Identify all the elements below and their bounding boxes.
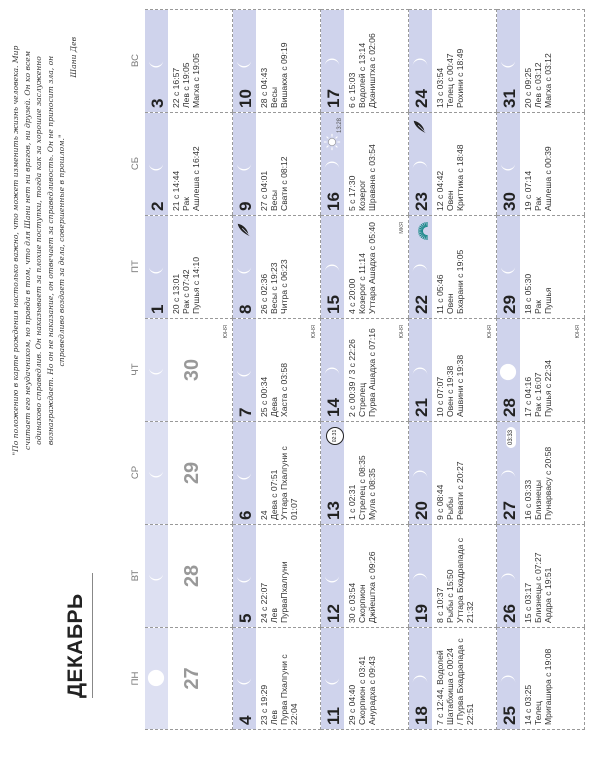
day-info [259,117,289,211]
day-info-line: 9 с 08:44 [435,484,445,520]
day-info-line: 5 с 17:30 [347,175,357,211]
day-info-line: Ашвини с 19:38 [455,354,465,417]
day-cell[interactable] [409,627,497,730]
day-number: 3 [148,98,167,108]
moon-phase-icon [235,466,253,484]
day-cell[interactable] [497,421,585,524]
day-info [523,220,553,314]
day-cell[interactable] [233,524,321,627]
day-number: 1 [148,304,167,314]
day-info [347,529,377,623]
day-info-line: Стрелец [357,382,367,417]
day-info [435,117,465,211]
day-info-line: Водолей с 13:14 [357,42,367,108]
day-number: 18 [412,706,431,725]
day-cell[interactable] [497,627,585,730]
day-info-line: Весы с 19:23 [269,262,279,314]
day-cell[interactable] [145,318,233,421]
day-info [435,323,465,417]
day-info-line: 12 с 04:42 [435,170,445,211]
feather-icon [411,118,434,136]
day-info-line: 6 с 15:03 [347,72,357,108]
day-cell[interactable] [409,524,497,627]
weekday-header: ВТ [130,569,141,582]
moon-phase-icon [235,260,253,278]
day-cell[interactable] [233,112,321,215]
day-info-line: Уттара Ашадха с 05:40 [367,222,377,314]
eclipse-time: 02:31 [326,427,344,445]
day-info-line: Рак с 07:42 [181,269,191,314]
moon-phase-icon [235,54,253,72]
day-tag: ЮНЯ [311,325,317,339]
moon-phase-icon [411,671,429,689]
day-info-line: Дева [269,397,279,417]
day-cell[interactable] [321,9,409,112]
moon-phase-icon [323,157,341,175]
day-header-band [145,525,168,627]
day-info-line: Вишакха с 09:19 [279,42,289,108]
day-info-line: Лев [269,608,279,623]
day-info-line: Пушья с 22:34 [543,359,553,417]
day-tag: ЮНЯ [399,325,405,339]
day-cell[interactable] [321,215,409,318]
moon-phase-icon [411,54,429,72]
day-info [171,220,201,314]
moon-phase-icon [499,569,517,587]
day-info-line: 21 с 14:44 [171,170,181,211]
day-info-line: Телец с 00:47 [445,53,455,108]
day-cell[interactable] [233,318,321,421]
day-number: 16 [324,192,343,211]
day-info-line: Лев с 03:12 [533,62,543,108]
day-header-band [145,628,168,729]
day-info-line: / Пурва Бхадрапада с 22:51 [455,638,475,725]
moon-phase-icon [147,361,165,379]
feather-icon [235,221,258,239]
day-number: 6 [236,510,255,520]
day-info-line: 1 с 02:31 [347,484,357,520]
day-info-line: 28 с 04:43 [259,67,269,108]
day-cell[interactable] [145,215,233,318]
day-info-line: 25 с 00:34 [259,376,269,417]
day-info-line: Овен с 19:38 [445,365,455,417]
day-info [171,14,201,108]
calendar-grid [130,10,587,730]
day-info-line: 20 с 09:25 [523,67,533,108]
day-info-line: Близнецы [533,480,543,520]
day-number: 29 [500,295,519,314]
day-header-band [145,10,168,112]
day-number: 9 [236,201,255,211]
day-header-band [145,422,168,524]
day-number: 24 [412,89,431,108]
day-info-line: Весы [269,87,279,108]
day-info-line: 30 с 03:54 [347,582,357,623]
time-bubble-icon [499,427,517,448]
day-number: 22 [412,295,431,314]
day-header-band [233,113,256,215]
day-number: 30 [181,358,203,382]
day-cell[interactable] [497,524,585,627]
day-info [259,632,299,725]
day-number: 31 [500,89,519,108]
moon-phase-icon [235,157,253,175]
moon-phase-icon [323,363,341,381]
moon-phase-icon [147,669,165,687]
day-header-band [145,113,168,215]
day-info-line: Скорпион с 03:41 [357,655,367,725]
day-info-line: Близнецы с 07:27 [533,552,543,623]
day-number: 19 [412,604,431,623]
day-info-line: Шатабхиша с 00:24 [445,647,455,725]
day-info [435,632,475,725]
moon-phase-icon [411,569,429,587]
day-info-line: Пунарвасу с 20:58 [543,446,553,520]
day-number: 28 [500,398,519,417]
day-info [523,117,553,211]
day-info-line: 22 с 16:57 [171,67,181,108]
day-number: 21 [412,398,431,417]
day-info-line: Шравана с 03:54 [367,144,377,211]
moon-phase-icon [499,363,517,381]
weekday-header: ЧТ [130,363,141,376]
day-info-line: Пурва Пхалгуни с 22:04 [279,654,299,725]
day-number: 25 [500,706,519,725]
day-info-line: Ашлеша с 00:39 [543,146,553,211]
sun-icon [323,118,346,151]
quote-text: "По положению в карте рождения настолько важно, что может изменить жизнь человека. Мир считает его неудачником, но правда в том, что для Шани нет ни врагов, ни друзей. Он ко всем одинаково справедлив. Он наказывает за плохие поступки, тогда как за хорошие заслуженно вознаграждает. Но он не наказание, он отвечает за справедливость. Он не приносит зла, он справедливо воздает за дела, совершенные в прошлом." [11,45,67,456]
day-cell[interactable] [233,421,321,524]
moon-phase-icon [499,157,517,175]
day-info [435,529,475,623]
quote-block [10,33,80,468]
day-info-line: 19 с 07:14 [523,170,533,211]
day-info-line: 24 [259,510,269,520]
day-info-line: Мригашира с 19:08 [543,648,553,725]
day-info-line: 26 с 02:36 [259,273,269,314]
day-info [171,117,201,211]
day-info-line: 15 с 03:17 [523,582,533,623]
day-info [523,632,553,725]
day-number: 10 [236,89,255,108]
title-underline [92,573,93,698]
day-info-line: Рохини с 18:49 [455,48,465,108]
day-tag: ЮНЯ [223,325,229,339]
day-info-line: ПурваПхалгуни [279,561,289,623]
day-info-line: Лев с 19:05 [181,62,191,108]
day-info [259,426,299,520]
month-title: ДЕКАБРЬ [64,593,87,698]
day-info [347,220,377,314]
moon-phase-icon [411,466,429,484]
day-info-line: Пушья [543,287,553,314]
day-info-line: 8 с 10:37 [435,587,445,623]
day-cell[interactable] [497,112,585,215]
day-info-line: Телец [533,701,543,725]
bubble-time: 03:33 [506,427,516,448]
moon-phase-icon [147,260,165,278]
day-info-line: 23 с 19:29 [259,684,269,725]
day-number: 14 [324,398,343,417]
moon-phase-icon [235,671,253,689]
day-info-line: Бхарани с 19:05 [455,249,465,314]
day-info-line: 16 с 03:33 [523,479,533,520]
day-header-band [145,319,168,421]
day-info-line: 10 с 07:07 [435,376,445,417]
day-info-line: 14 с 03:25 [523,684,533,725]
day-info-line: Скорпион [357,584,367,623]
day-info-line: Ревати с 20:27 [455,461,465,520]
moon-phase-icon [411,157,429,175]
day-info-line: Магха с 03:12 [543,53,553,108]
day-info-line: Ардра с 19:51 [543,567,553,623]
quote-author: Шани Дев [68,37,78,78]
weekday-header: ВС [130,54,141,67]
day-info [435,426,465,520]
day-info [259,323,289,417]
day-info-line: Уттара Пхалгуни с 01:07 [279,446,299,520]
day-info-line: Овен [445,190,455,211]
day-tag: ЮНЯ [575,325,581,339]
day-info [259,220,289,314]
day-cell[interactable] [233,627,321,730]
clock-icon [323,427,344,445]
day-cell[interactable] [409,112,497,215]
day-number: 26 [500,604,519,623]
day-cell[interactable] [321,627,409,730]
day-number: 29 [181,461,203,485]
moon-phase-icon [499,54,517,72]
day-info-line: 4 с 20:00 [347,278,357,314]
moon-phase-icon [147,157,165,175]
moon-phase-icon [235,569,253,587]
day-number: 28 [181,564,203,588]
day-info [259,14,289,108]
weekday-header: СБ [130,156,141,171]
day-info-line: Рак [181,197,191,211]
moon-phase-icon [323,54,341,72]
day-cell[interactable] [321,318,409,421]
day-info [435,220,465,314]
day-info-line: 2 с 00:39 / 3 с 22:26 [347,339,357,417]
weekday-header: СР [130,465,141,480]
day-info-line: Хаста с 03:58 [279,362,289,417]
day-number: 7 [236,407,255,417]
day-header-band [145,216,168,318]
day-info-line: Магха с 19:05 [191,53,201,108]
moon-phase-icon [323,466,341,484]
day-info-line: Козерог [357,179,367,211]
day-number: 20 [412,501,431,520]
day-info-line: Свати с 08:12 [279,156,289,211]
day-cell[interactable] [321,524,409,627]
day-cell[interactable] [321,421,409,524]
day-info-line: Уттара Бхадрапада с 21:32 [455,537,475,623]
day-info [347,426,377,520]
day-info-line: Козерог с 11:14 [357,253,367,314]
day-info-line: Лев [269,710,279,725]
day-info-line: 7 с 12:44, Водолей [435,650,445,725]
moon-phase-icon [411,260,429,278]
day-cell[interactable] [497,9,585,112]
day-info-line: 18 с 05:30 [523,273,533,314]
day-number: 8 [236,304,255,314]
sun-time: 13:28 [337,118,343,134]
day-tag: МКЯ [399,222,405,234]
day-cell[interactable] [409,318,497,421]
day-number: 17 [324,89,343,108]
day-info-line: Джйештха с 09:26 [367,551,377,623]
day-info-line: Рак с 16:07 [533,372,543,417]
day-info [259,529,289,623]
day-cell[interactable] [145,524,233,627]
day-number: 27 [181,667,203,690]
day-info-line: Пушья с 14:10 [191,256,201,314]
moon-phase-icon [323,569,341,587]
day-number: 2 [148,201,167,211]
day-info [523,529,553,623]
day-header-band [233,319,256,421]
day-info-line: Дева с 07:51 [269,469,279,520]
moon-phase-icon [147,54,165,72]
day-info-line: 11 с 05:46 [435,274,445,314]
day-cell[interactable] [145,627,233,730]
moon-phase-icon [323,671,341,689]
day-number: 5 [236,613,255,623]
day-info-line: 20 с 13:01 [171,273,181,314]
day-cell[interactable] [409,9,497,112]
day-info [347,632,377,725]
moon-phase-icon [499,260,517,278]
day-tag: ЮНЯ [487,325,493,339]
day-info [435,14,465,108]
moon-phase-icon [499,466,517,484]
day-info [523,426,553,520]
day-number: 23 [412,192,431,211]
day-cell[interactable] [409,215,497,318]
moon-phase-icon [147,464,165,482]
weekday-header: ПН [130,671,141,686]
day-number: 15 [324,295,343,314]
day-cell[interactable] [233,215,321,318]
day-info-line: Рак [533,197,543,211]
day-info-line: 17 с 04:16 [523,376,533,417]
day-header-band [233,525,256,627]
solstice-icon [411,221,434,241]
day-info-line: Мула с 08:35 [367,468,377,520]
day-info-line: Стрелец с 08:35 [357,455,367,520]
day-info-line: Весы [269,190,279,211]
weekday-header: ПТ [130,260,141,273]
day-header-band [233,422,256,524]
day-number: 30 [500,192,519,211]
day-info-line: Рак [533,300,543,314]
day-info-line: Пурва Ашадха с 07:16 [367,328,377,417]
day-info [523,323,553,417]
day-cell[interactable] [145,9,233,112]
day-cell[interactable] [321,112,409,215]
day-info-line: 27 с 04:01 [259,170,269,211]
day-info-line: Ашлеша с 16:42 [191,146,201,211]
moon-phase-icon [411,363,429,381]
day-info-line: Читра с 06:23 [279,259,289,314]
day-info-line: Анурадха с 09:43 [367,656,377,725]
day-number: 4 [236,715,255,725]
moon-phase-icon [323,260,341,278]
day-info [347,323,377,417]
moon-phase-icon [499,671,517,689]
day-info-line: 13 с 03:54 [435,67,445,108]
day-info-line: Дхаништха с 02:06 [367,33,377,108]
day-header-band [233,628,256,729]
day-info [523,14,553,108]
day-cell[interactable] [145,421,233,524]
day-info-line: 24 с 22:07 [259,582,269,623]
day-info-line: 29 с 04:40 [347,684,357,725]
day-number: 11 [324,707,343,725]
day-info-line: Рыбы [445,496,455,520]
day-number: 13 [324,501,343,520]
day-info [347,14,377,108]
day-cell[interactable] [233,9,321,112]
day-number: 12 [324,604,343,623]
day-cell[interactable] [497,215,585,318]
day-cell[interactable] [145,112,233,215]
day-info-line: Рыбы с 15:50 [445,569,455,623]
day-info [347,117,377,211]
moon-phase-icon [147,567,165,585]
day-info-line: Овен [445,293,455,314]
day-cell[interactable] [497,318,585,421]
day-cell[interactable] [409,421,497,524]
moon-phase-icon [235,363,253,381]
day-number: 27 [500,501,519,520]
day-info-line: Криттика с 18:48 [455,144,465,211]
